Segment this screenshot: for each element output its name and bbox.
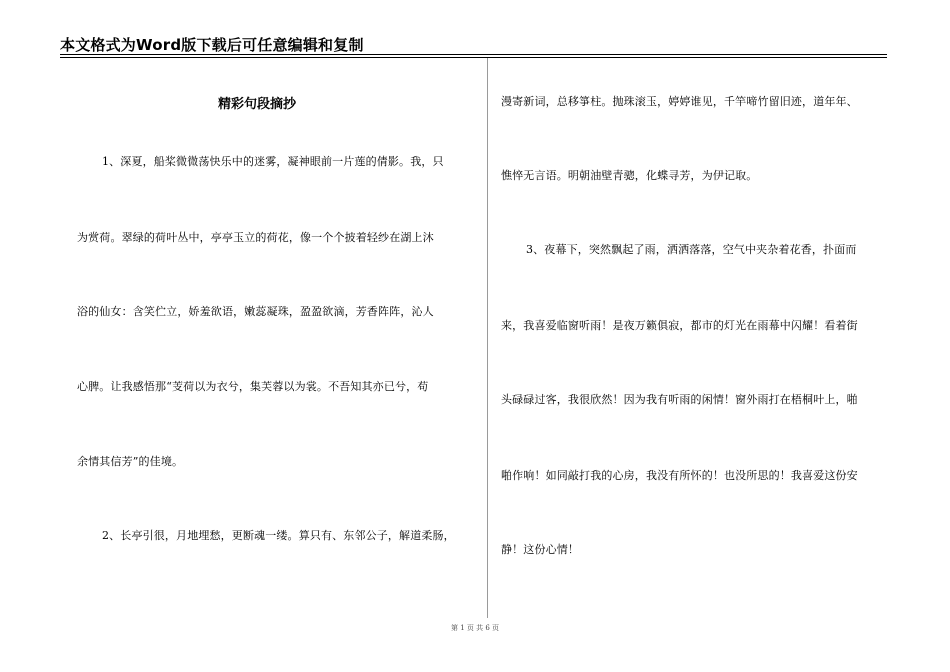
text-line: 浴的仙女：含笑伫立，娇羞欲语，嫩蕊凝珠，盈盈欲滴，芳香阵阵，沁人 [77, 305, 434, 318]
text-line: 来，我喜爱临窗听雨！是夜万籁俱寂，都市的灯光在雨幕中闪耀！看着街 [501, 319, 858, 332]
text-line: 啪作响！如同敲打我的心房，我没有所怀的！也没所思的！我喜爱这份安 [501, 469, 858, 482]
text-line: 憔悴无言语。明朝油壁青骢，化蝶寻芳，为伊记取。 [501, 169, 758, 182]
text-line: 头碌碌过客，我很欣然！因为我有听雨的闲情！窗外雨打在梧桐叶上，啪 [501, 393, 858, 406]
text-line: 为赏荷。翠绿的荷叶丛中，亭亭玉立的荷花，像一个个披着轻纱在湖上沐 [77, 231, 434, 244]
text-line: 心脾。让我感悟那“芰荷以为衣兮，集芙蓉以为裳。不吾知其亦已兮，苟 [77, 380, 429, 393]
text-line: 漫寄新词，总移箏柱。抛珠滚玉，婷婷谁见，千竿啼竹留旧迹，道年年、 [501, 95, 858, 108]
page-header-title: 本文格式为Word版下载后可任意编辑和复制 [60, 36, 364, 54]
left-column [77, 0, 476, 672]
document-title: 精彩句段摘抄 [218, 97, 297, 112]
right-column [501, 0, 877, 672]
text-line: 静！这份心情！ [501, 543, 580, 556]
text-line: 2、长亭引很，月地埋愁，更断魂一缕。算只有、东邻公子，解道柔肠， [102, 529, 455, 542]
text-line: 3、夜幕下，突然飘起了雨，洒洒落落，空气中夹杂着花香，扑面而 [526, 243, 857, 256]
column-divider [487, 58, 488, 618]
page-number: 第 1 页 共 6 页 [450, 624, 500, 632]
text-line: 余情其信芳”的佳境。 [77, 455, 184, 468]
text-line: 1、深夏，船桨微微荡快乐中的迷雾，凝神眼前一片莲的倩影。我，只 [102, 155, 444, 168]
